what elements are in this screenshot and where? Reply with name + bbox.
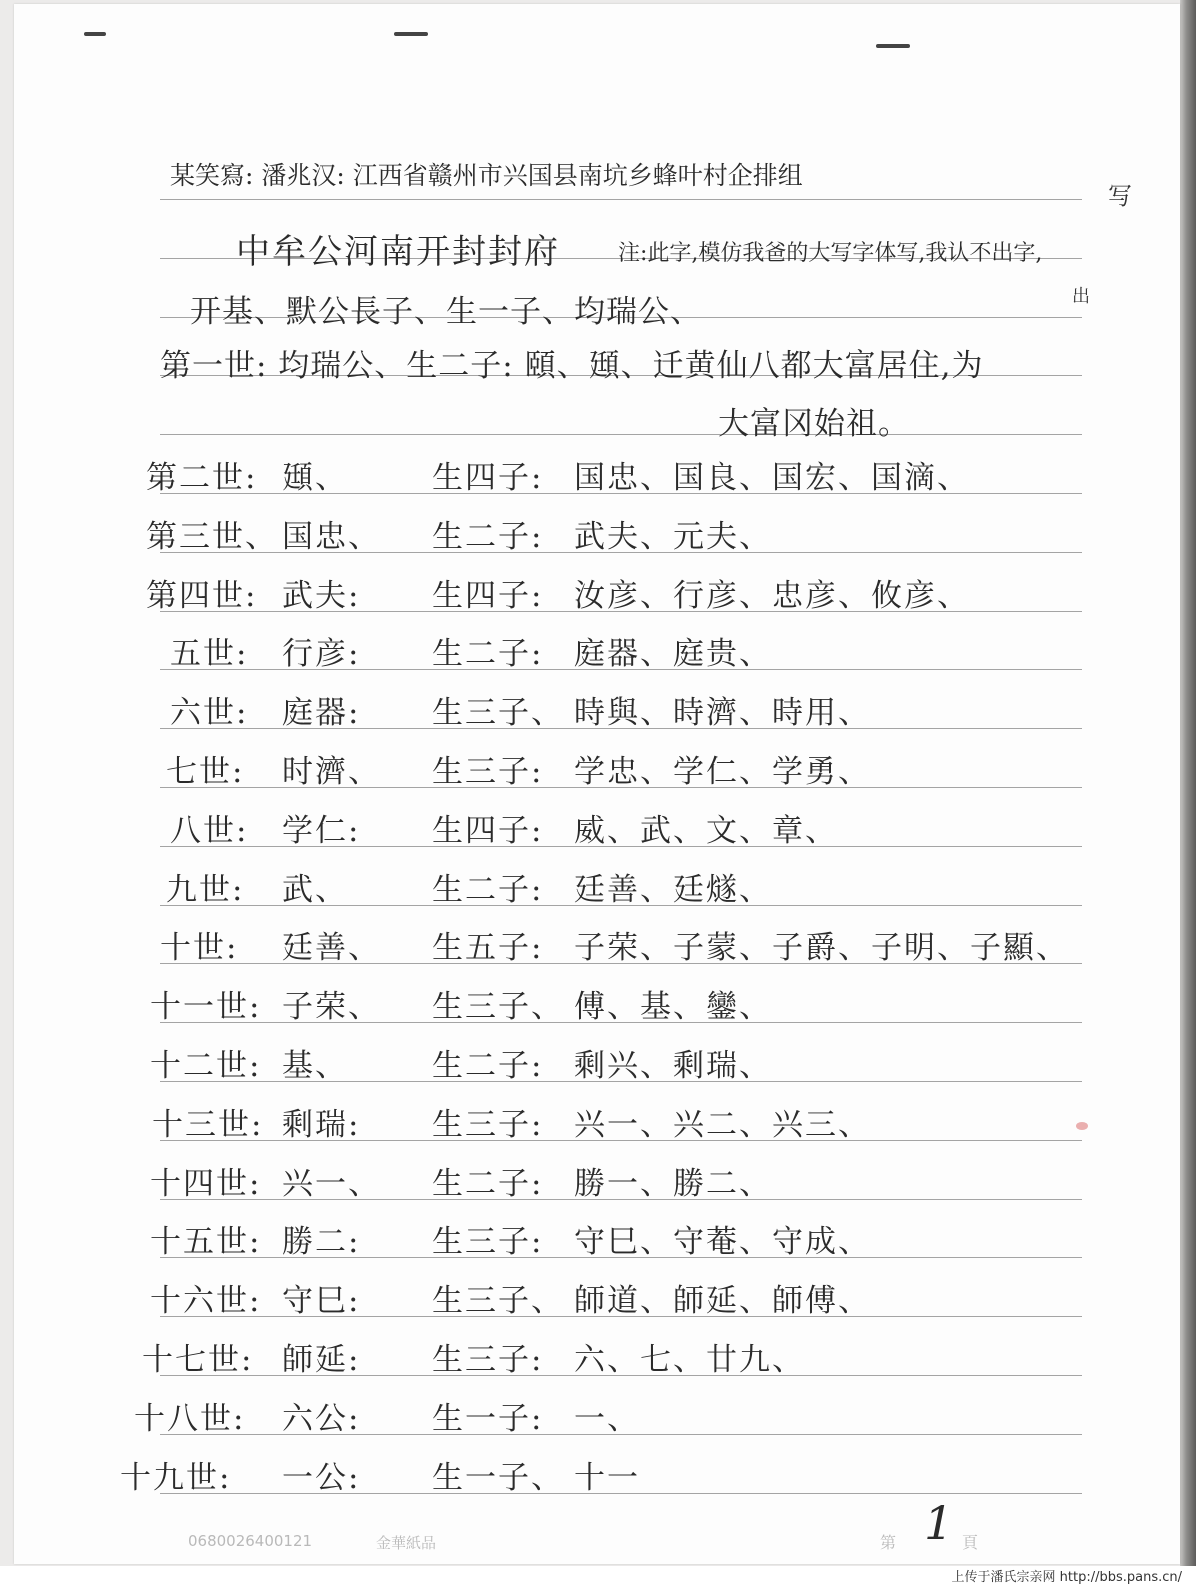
generation-label: 十二世: (150, 1048, 262, 1084)
children-names: 勝一、勝二、 (574, 1166, 772, 1202)
sons-count: 生一子: (432, 1401, 544, 1437)
sons-count: 生二子: (432, 519, 544, 555)
children-names: 汝彦、行彦、忠彦、攸彦、 (574, 578, 970, 614)
ancestor-name: 学仁: (282, 813, 361, 849)
children-names: 子荣、子蒙、子爵、子明、子顯、 (574, 930, 1069, 966)
generation-label: 第四世: (146, 578, 258, 614)
tear-mark (394, 32, 428, 36)
children-names: 六、七、廿九、 (574, 1342, 805, 1378)
children-names: 廷善、廷燧、 (574, 872, 772, 908)
ancestor-name: 頲、 (282, 460, 348, 496)
tear-mark (84, 32, 106, 36)
sons-count: 生三子、 (432, 1283, 564, 1319)
ancestor-name: 廷善、 (282, 930, 381, 966)
paper-serial: 0680026400121 (188, 1532, 313, 1550)
children-names: 威、武、文、章、 (574, 813, 838, 849)
sons-count: 生三子: (432, 1342, 544, 1378)
ancestor-name: 兴一、 (282, 1166, 381, 1202)
generation-1-line: 第一世: 均瑞公、生二子: 頤、頲、迁黄仙八都大富居住,为 (160, 348, 984, 384)
sons-count: 生二子: (432, 872, 544, 908)
sons-count: 生三子、 (432, 989, 564, 1025)
founder-line: 开基、默公長子、生一子、均瑞公、 (190, 294, 702, 330)
ancestor-name: 勝二: (282, 1224, 361, 1260)
origin-note: 注:此字,模仿我爸的大写字体写,我认不出字, (618, 241, 1043, 266)
scanner-edge (1180, 0, 1196, 1584)
header-line: 某笑寫: 潘兆汉: 江西省赣州市兴国县南坑乡蜂叶村企排组 (170, 161, 803, 190)
generation-label: 十八世: (134, 1401, 246, 1437)
generation-label: 九世: (166, 872, 245, 908)
sons-count: 生三子: (432, 1107, 544, 1143)
ancestor-name: 守巳: (282, 1283, 361, 1319)
ancestor-name: 基、 (282, 1048, 348, 1084)
generation-label: 十三世: (152, 1107, 264, 1143)
children-names: 時與、時濟、時用、 (574, 695, 871, 731)
generation-label: 十七世: (142, 1342, 254, 1378)
side-mark: 写 (1108, 182, 1133, 210)
generation-label: 十世: (160, 930, 239, 966)
sons-count: 生二子: (432, 636, 544, 672)
children-names: 守巳、守菴、守成、 (574, 1224, 871, 1260)
ancestor-name: 剩瑞: (282, 1107, 361, 1143)
children-names: 国忠、国良、国宏、国滴、 (574, 460, 970, 496)
ancestor-name: 武、 (282, 872, 348, 908)
generation-label: 七世: (166, 754, 245, 790)
paper-brand: 金華紙品 (376, 1534, 437, 1552)
generation-1-continuation: 大富冈始祖。 (718, 406, 910, 442)
red-ink-speck (1076, 1122, 1088, 1130)
generation-label: 六世: (170, 695, 249, 731)
children-names: 剩兴、剩瑞、 (574, 1048, 772, 1084)
ancestor-name: 武夫: (282, 578, 361, 614)
tear-mark (876, 44, 910, 48)
page-number: 1 (924, 1496, 955, 1550)
children-names: 一、 (574, 1401, 640, 1437)
sons-count: 生四子: (432, 460, 544, 496)
ancestor-name: 子荣、 (282, 989, 381, 1025)
sons-count: 生四子: (432, 813, 544, 849)
ancestor-name: 国忠、 (282, 519, 381, 555)
generation-label: 第三世、 (146, 519, 278, 555)
generation-label: 十一世: (150, 989, 262, 1025)
sons-count: 生二子: (432, 1166, 544, 1202)
page-suffix: 頁 (962, 1533, 979, 1552)
sons-count: 生一子、 (432, 1460, 564, 1496)
children-names: 兴一、兴二、兴三、 (574, 1107, 871, 1143)
ancestor-name: 庭器: (282, 695, 361, 731)
ancestor-name: 时濟、 (282, 754, 381, 790)
children-names: 武夫、元夫、 (574, 519, 772, 555)
ancestor-name: 行彦: (282, 636, 361, 672)
paper-sheet (14, 4, 1180, 1564)
children-names: 学忠、学仁、学勇、 (574, 754, 871, 790)
children-names: 庭器、庭贵、 (574, 636, 772, 672)
sons-count: 生三子: (432, 1224, 544, 1260)
watermark: 上传于潘氏宗亲网 http://bbs.pans.cn/ (951, 1570, 1182, 1584)
sons-count: 生三子、 (432, 695, 564, 731)
ancestor-name: 師延: (282, 1342, 361, 1378)
generation-label: 十六世: (150, 1283, 262, 1319)
sons-count: 生五子: (432, 930, 544, 966)
ancestor-name: 六公: (282, 1401, 361, 1437)
children-names: 師道、師延、師傅、 (574, 1283, 871, 1319)
ruled-line (160, 199, 1082, 200)
generation-label: 十五世: (150, 1224, 262, 1260)
generation-label: 十九世: (120, 1460, 232, 1496)
children-names: 傅、基、鑾、 (574, 989, 772, 1025)
generation-label: 十四世: (150, 1166, 262, 1202)
generation-label: 五世: (170, 636, 249, 672)
sons-count: 生四子: (432, 578, 544, 614)
generation-label: 八世: (170, 813, 249, 849)
sons-count: 生二子: (432, 1048, 544, 1084)
origin-note-end: 出 (1072, 286, 1091, 307)
ancestor-name: 一公: (282, 1460, 361, 1496)
origin-line: 中牟公河南开封封府 (236, 232, 560, 272)
sons-count: 生三子: (432, 754, 544, 790)
page-prefix: 第 (880, 1533, 897, 1552)
generation-label: 第二世: (146, 460, 258, 496)
children-names: 十一 (574, 1460, 640, 1496)
ruled-line (160, 434, 1082, 435)
